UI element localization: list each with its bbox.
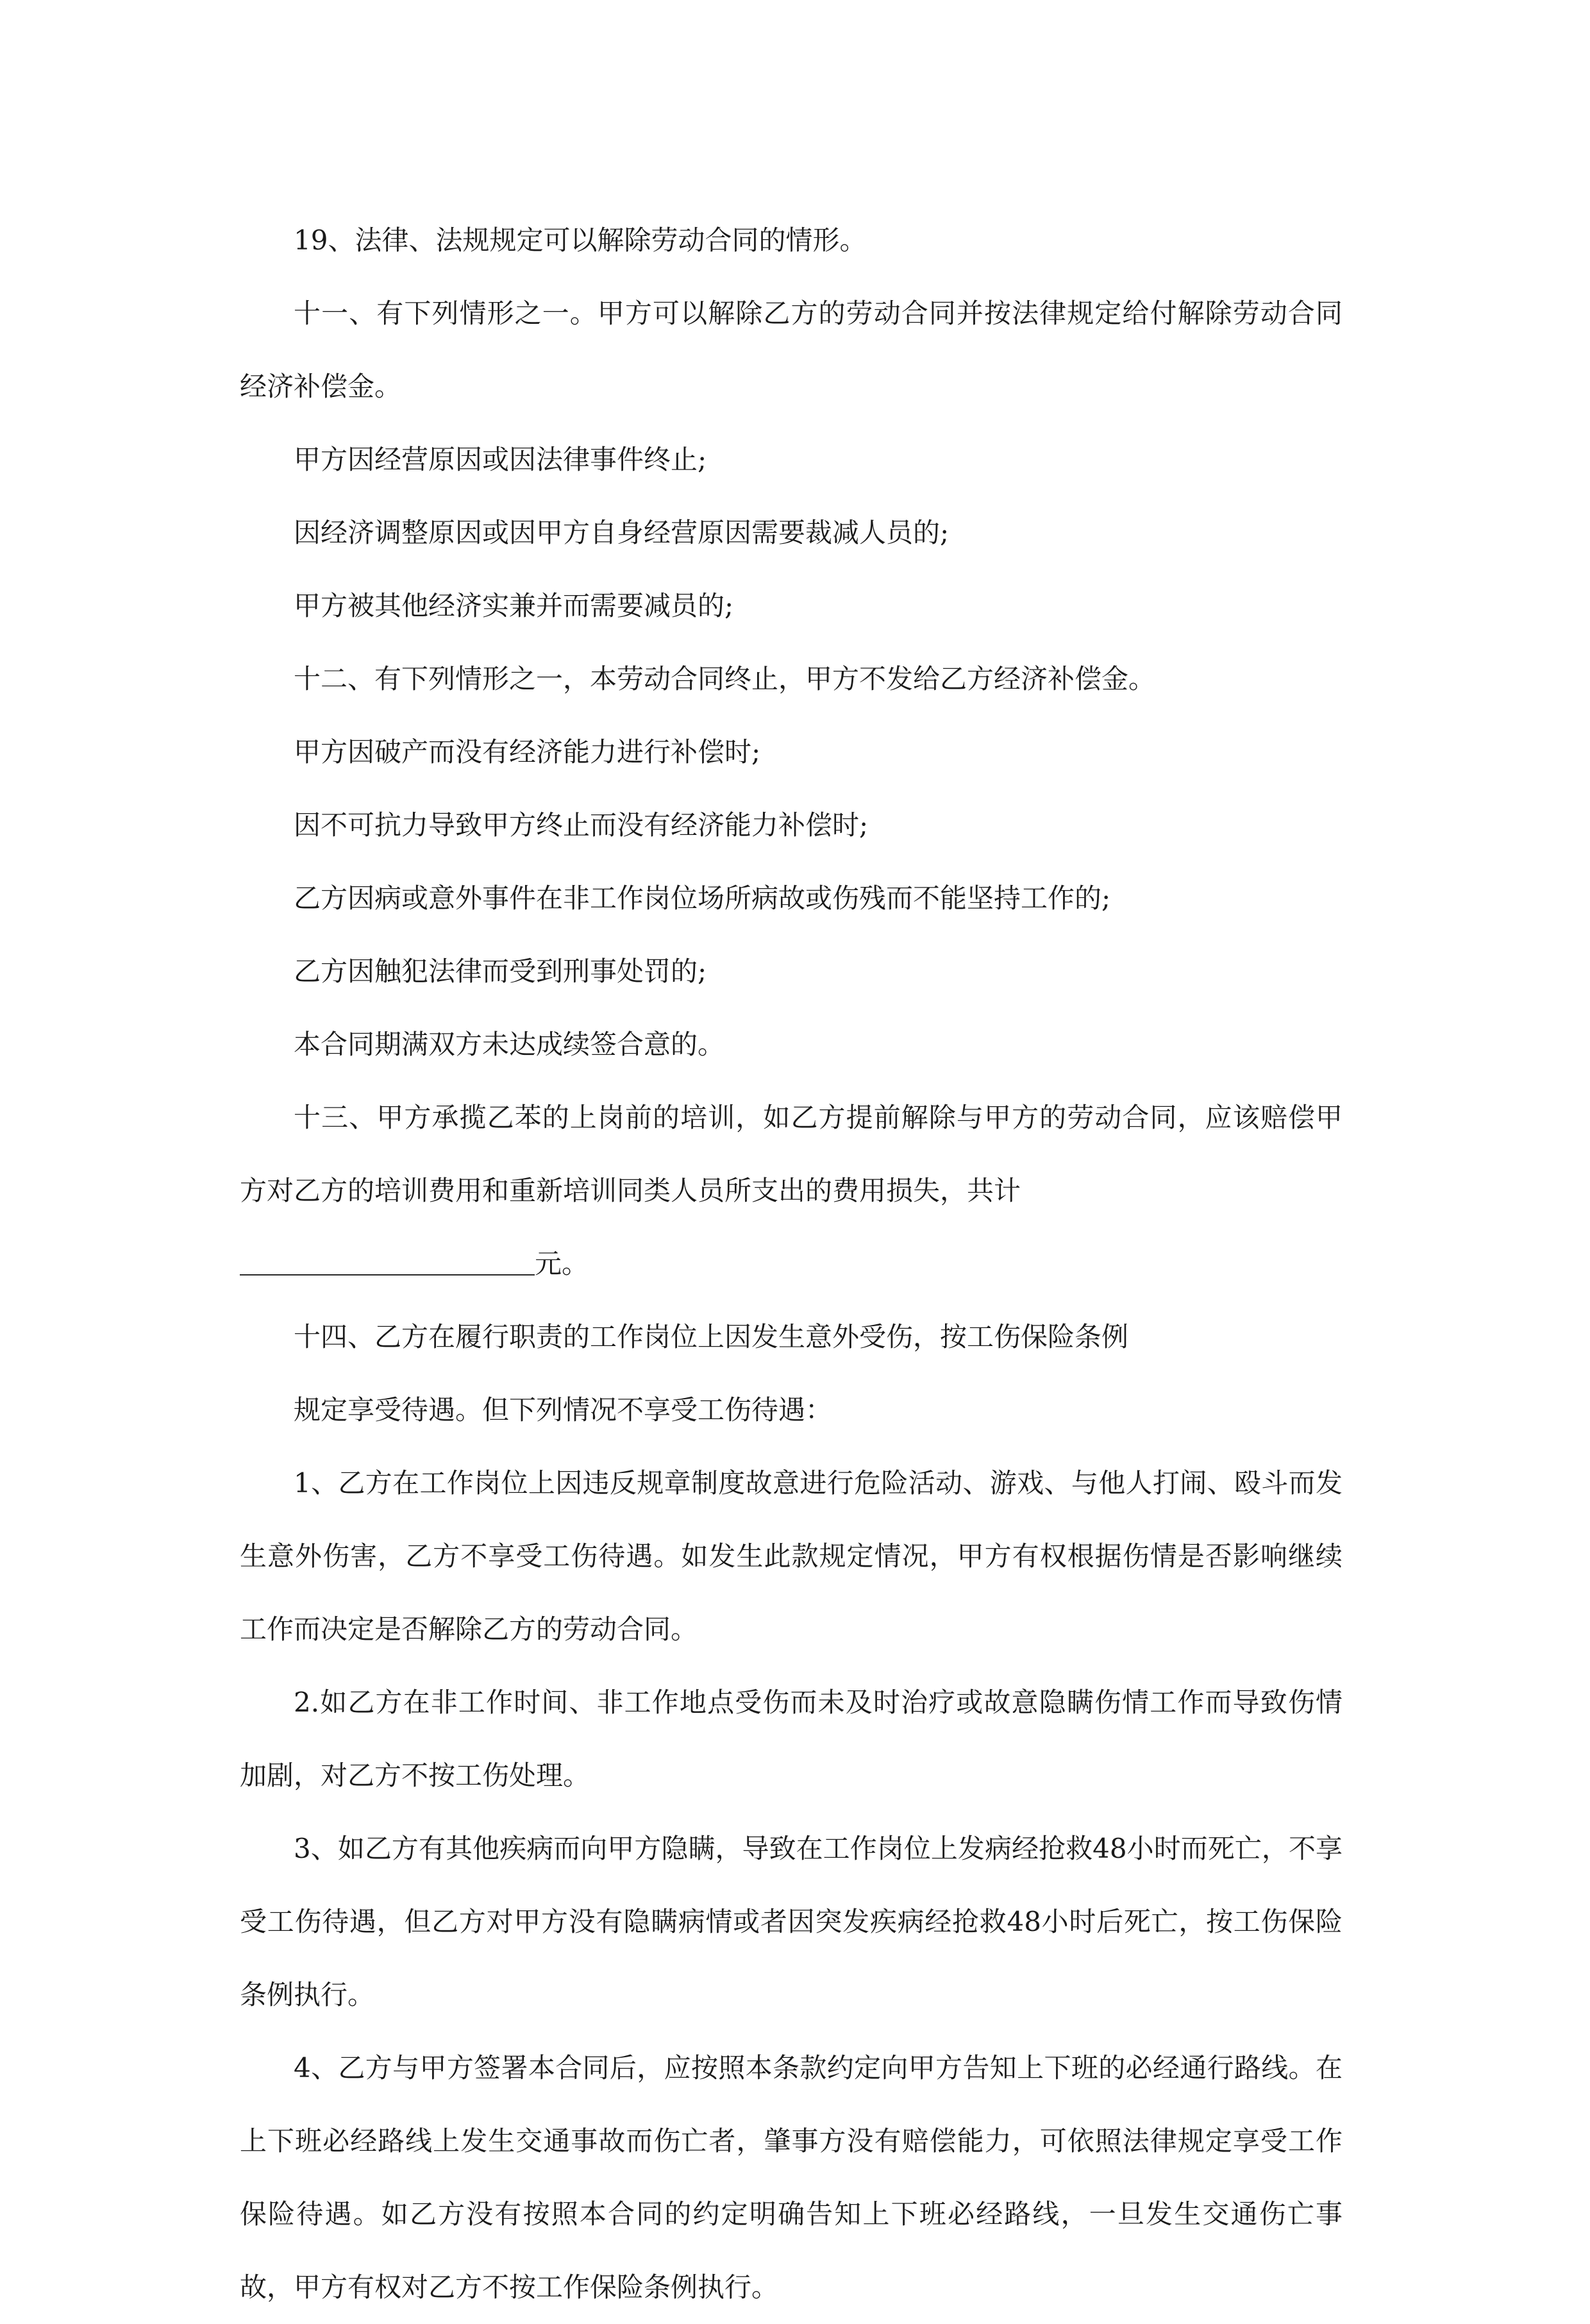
paragraph-article-12-item-5: 本合同期满双方未达成续签合意的。 xyxy=(294,1029,725,1060)
amount-unit: 元。 xyxy=(535,1248,589,1279)
paragraph-article-11: 十一、有下列情形之一。甲方可以解除乙方的劳动合同并按法律规定给付解除劳动合同经济补偿金。 xyxy=(240,298,1343,402)
paragraph-article-14-item-4: 4、乙方与甲方签署本合同后，应按照本条款约定向甲方告知上下班的必经通行路线。在上下班必经路线上发生交通事故而伤亡者，肇事方没有赔偿能力，可依照法律规定享受工作保险待遇。如乙方没有按照本合同的约定明确告知上下班必经路线，一旦发生交通伤亡事故，甲方有权对乙方不按工作保险条例执行。 xyxy=(240,2052,1343,2303)
article-13-text: 十三、甲方承揽乙苯的上岗前的培训，如乙方提前解除与甲方的劳动合同，应该赔偿甲方对乙方的培训费用和重新培训同类人员所支出的费用损失，共计 xyxy=(240,1102,1343,1206)
paragraph-article-12: 十二、有下列情形之一，本劳动合同终止，甲方不发给乙方经济补偿金。 xyxy=(294,663,1156,695)
document-body xyxy=(240,204,1343,2324)
paragraph-clause-19: 19、法律、法规规定可以解除劳动合同的情形。 xyxy=(294,224,867,256)
paragraph-article-12-item-3: 乙方因病或意外事件在非工作岗位场所病故或伤残而不能坚持工作的; xyxy=(294,882,1111,914)
paragraph-article-14-item-1: 1、乙方在工作岗位上因违反规章制度故意进行危险活动、游戏、与他人打闹、殴斗而发生意外伤害，乙方不享受工伤待遇。如发生此款规定情况，甲方有权根据伤情是否影响继续工作而决定是否解除乙方的劳动合同。 xyxy=(240,1467,1343,1645)
paragraph-article-11-item-1: 甲方因经营原因或因法律事件终止; xyxy=(294,444,707,475)
paragraph-article-11-item-3: 甲方被其他经济实兼并而需要减员的; xyxy=(294,590,734,621)
paragraph-article-12-item-2: 因不可抗力导致甲方终止而没有经济能力补偿时; xyxy=(294,809,869,841)
paragraph-article-13 xyxy=(240,1081,1343,1301)
paragraph-article-14-item-3: 3、如乙方有其他疾病而向甲方隐瞒，导致在工作岗位上发病经抢救48小时而死亡，不享受工伤待遇，但乙方对甲方没有隐瞒病情或者因突发疾病经抢救48小时后死亡，按工伤保险条例执行。 xyxy=(240,1833,1343,2010)
paragraph-article-12-item-1: 甲方因破产而没有经济能力进行补偿时; xyxy=(294,736,761,768)
paragraph-article-11-item-2: 因经济调整原因或因甲方自身经营原因需要裁减人员的; xyxy=(294,517,950,548)
paragraph-article-12-item-4: 乙方因触犯法律而受到刑事处罚的; xyxy=(294,956,707,987)
paragraph-article-14-line-2: 规定享受待遇。但下列情况不享受工伤待遇： xyxy=(294,1394,833,1426)
paragraph-article-14-item-2: 2.如乙方在非工作时间、非工作地点受伤而未及时治疗或故意隐瞒伤情工作而导致伤情加剧，对乙方不按工伤处理。 xyxy=(240,1687,1343,1791)
amount-blank-field xyxy=(240,1251,535,1276)
paragraph-article-14-line-1: 十四、乙方在履行职责的工作岗位上因发生意外受伤，按工伤保险条例 xyxy=(294,1321,1129,1352)
